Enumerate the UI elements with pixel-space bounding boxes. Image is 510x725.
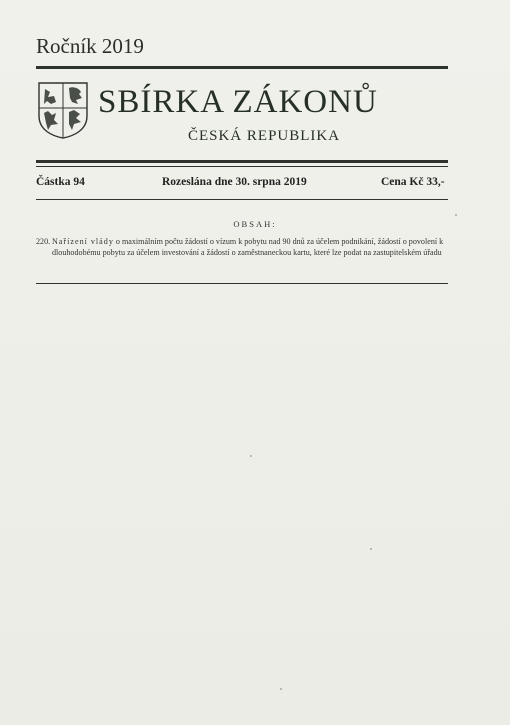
czech-coat-of-arms-icon: [36, 80, 90, 140]
masthead-bottom-rule: [36, 160, 448, 163]
item-description: o maximálním počtu žádostí o vízum k pobytu nad 90 dnů za účelem podnikání, žádostí o povolení k dlouhodobému pobytu za účelem investování a žádostí o zaměstnaneckou kartu, které lze podat na zastupitelském úřadu: [52, 237, 444, 258]
paper-speck: [370, 548, 372, 550]
contents-rule: [36, 283, 448, 284]
item-text: [52, 236, 448, 259]
list-item: [36, 236, 448, 259]
top-rule: [36, 66, 448, 69]
paper-speck: [250, 455, 252, 457]
item-lead: Nařízení vlády: [52, 237, 114, 246]
distribution-date: Rozeslána dne 30. srpna 2019: [162, 176, 307, 188]
masthead-subtitle: ČESKÁ REPUBLIKA: [188, 128, 341, 144]
masthead-title: SBÍRKA ZÁKONŮ: [98, 84, 378, 120]
item-number: 220.: [36, 237, 51, 246]
part-number: Částka 94: [36, 176, 85, 188]
contents-heading: OBSAH:: [233, 219, 277, 229]
meta-rule: [36, 199, 448, 200]
paper-speck: [280, 688, 282, 690]
masthead-bottom-thin-rule: [36, 166, 448, 167]
paper-speck: [455, 214, 457, 216]
volume-label: Ročník 2019: [36, 34, 144, 58]
price: Cena Kč 33,-: [381, 176, 445, 188]
